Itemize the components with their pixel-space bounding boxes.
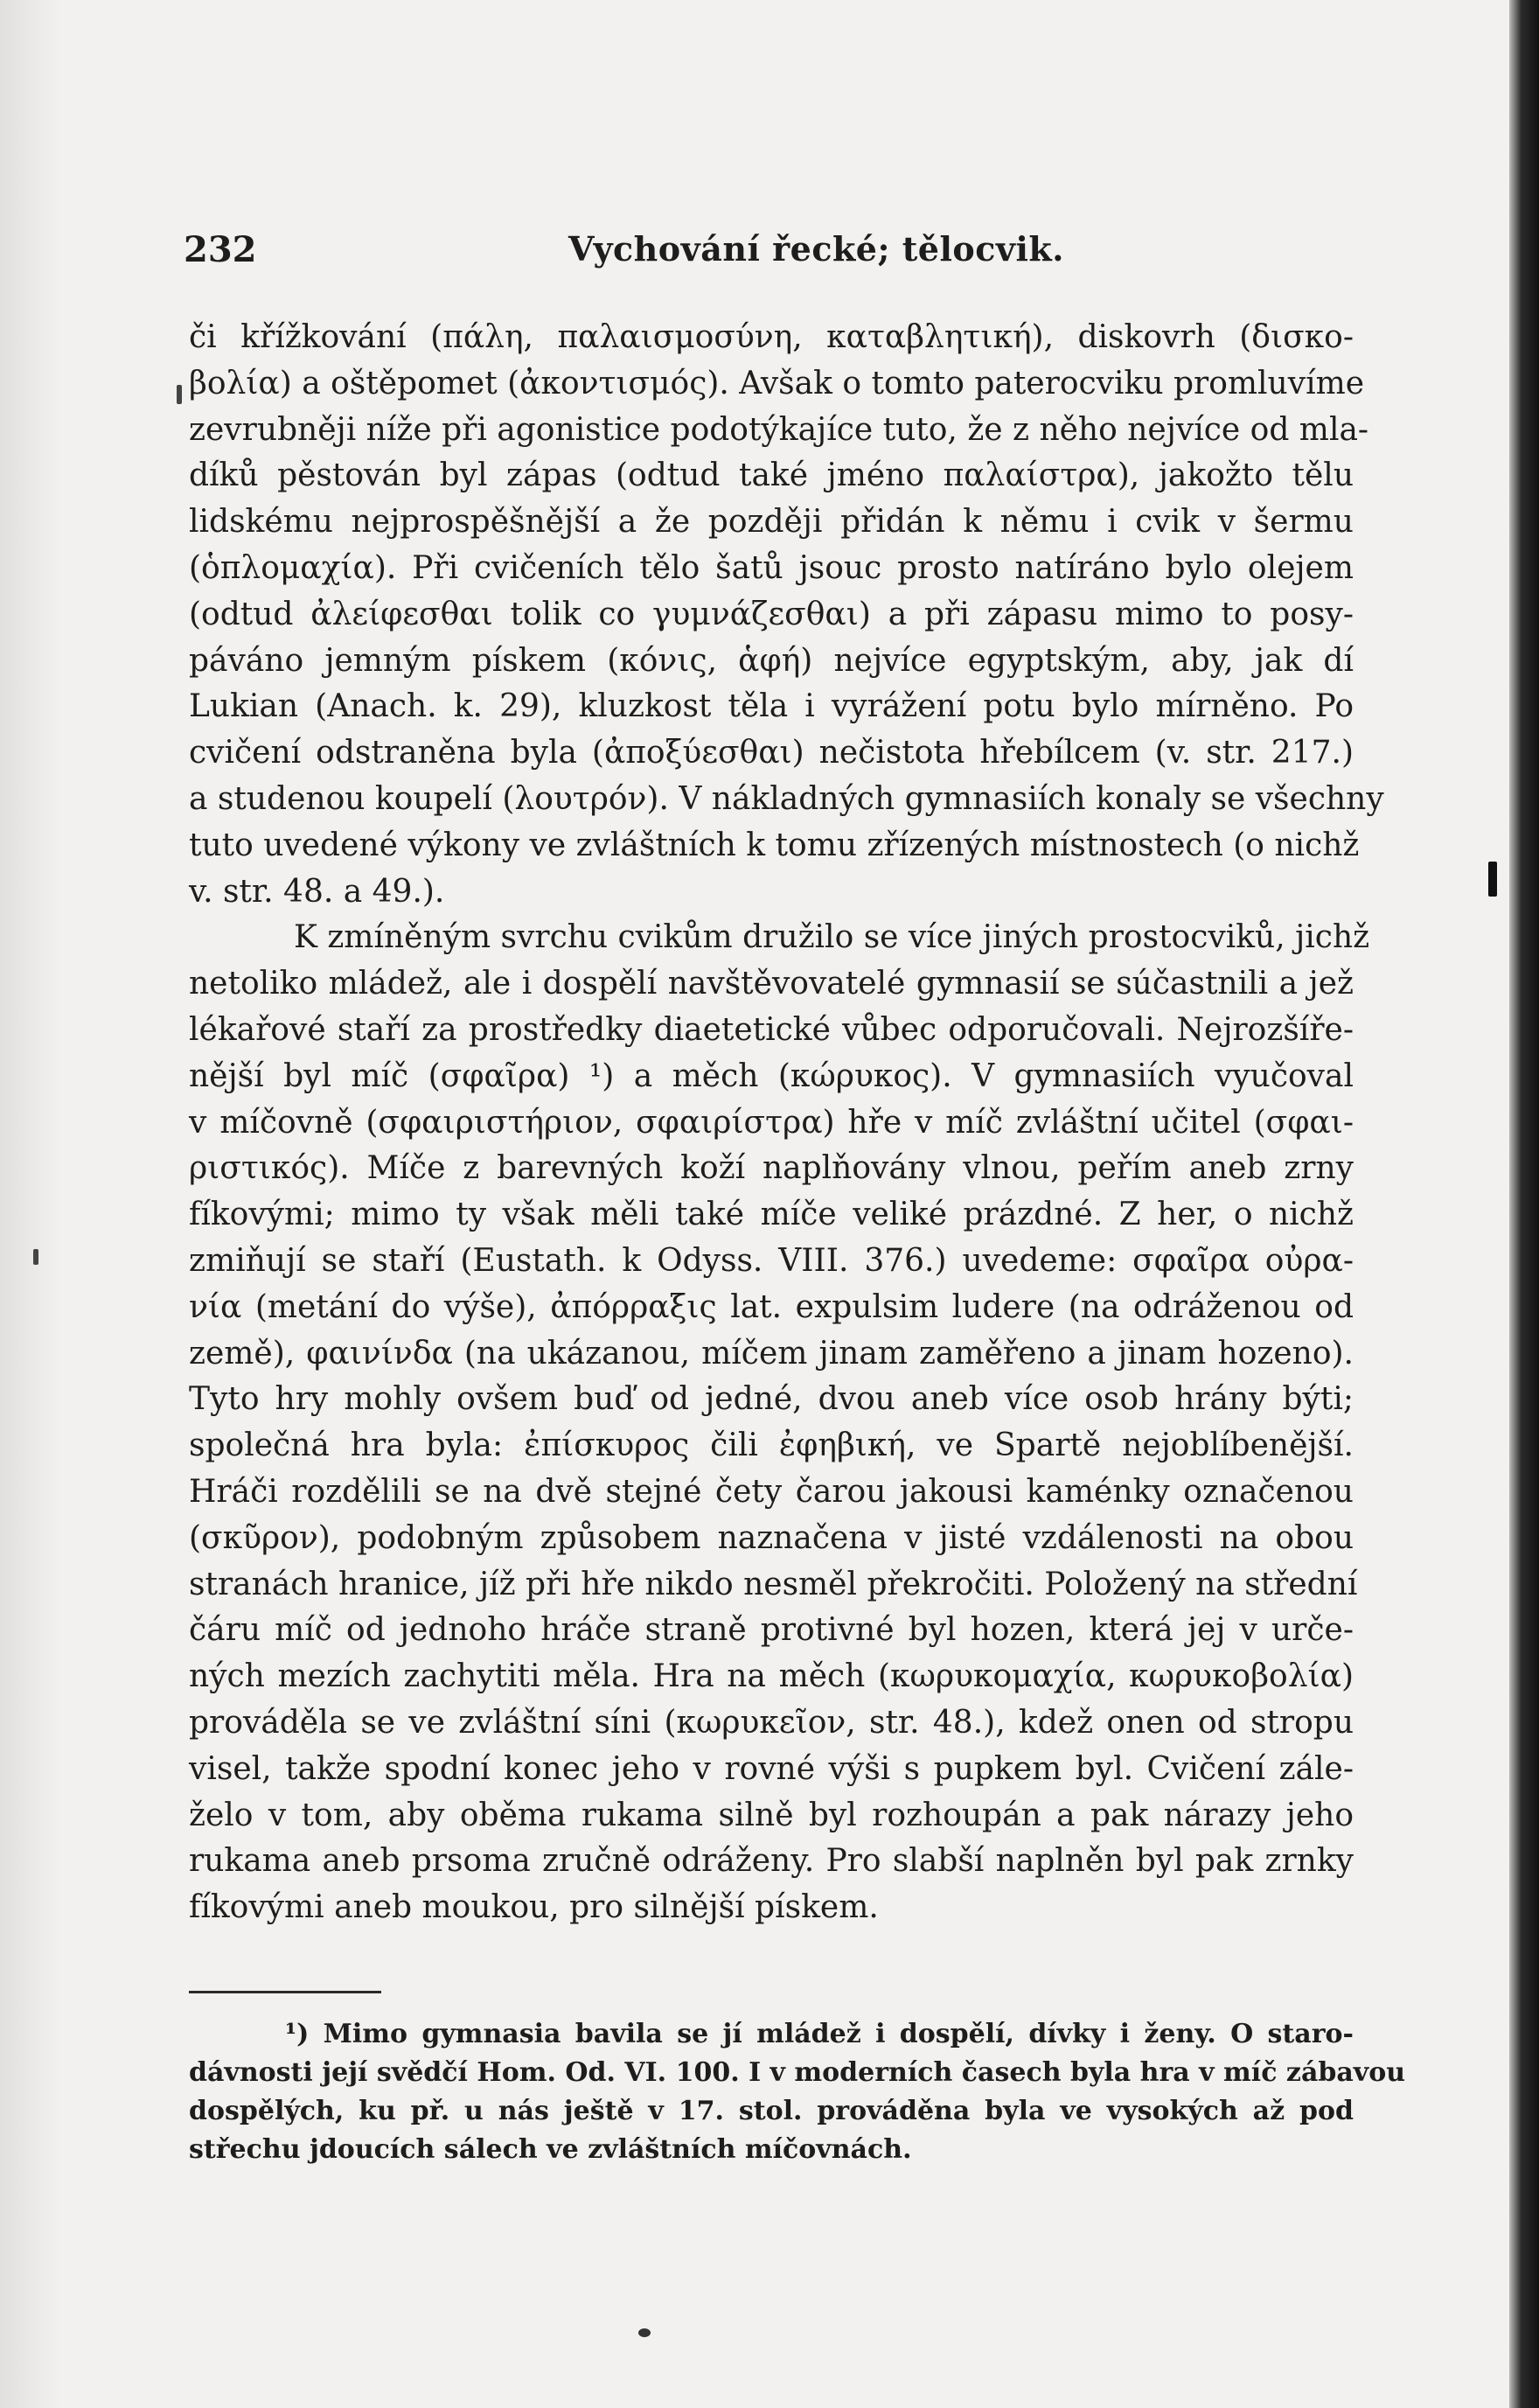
text-line: visel, takže spodní konec jeho v rovné výši s pupkem byl. Cvičení zále- [189,1750,1354,1787]
text-line: (odtud ἀλείφεσθαι tolik co γυμνάζεσθαι) a při zápasu mimo to posy- [189,596,1354,632]
text-line: fíkovými aneb moukou, pro silnější pískem. [189,1889,879,1926]
text-line: v míčovně (σφαιριστήριον, σφαιρίστρα) hře v míč zvláštní učitel (σφαι- [189,1104,1354,1141]
margin-mark [1488,862,1497,897]
text-line: čáru míč od jednoho hráče straně protivné byl hozen, která jej v urče- [189,1612,1354,1649]
page-edge-shadow [1509,0,1539,2408]
text-line: ριστικός). Míče z barevných koží naplňovány vlnou, peřím aneb zrny [189,1150,1354,1187]
text-line: prováděla se ve zvláštní síni (κωρυκεῖον, str. 48.), kdež onen od stropu [189,1704,1354,1741]
text-line: tuto uvedené výkony ve zvláštních k tomu zřízených místnostech (o nichž [189,827,1360,863]
text-line: zmiňují se staří (Eustath. k Odyss. VIII. 376.) uvedeme: σφαῖρα οὐρα- [189,1242,1354,1279]
running-head: Vychování řecké; tělocvik. [568,229,1064,269]
margin-mark [33,1249,38,1265]
text-line: zevrubněji níže při agonistice podotýkajíce tuto, že z něho nejvíce od mla- [189,411,1369,448]
text-line: K zmíněným svrchu cvikům družilo se více jiných prostocviků, jichž [294,919,1370,956]
footnote [189,2015,1406,2169]
text-line: ných mezích zachytiti měla. Hra na měch (κωρυκομαχία, κωρυκοβολία) [189,1658,1354,1695]
text-line: či křížkování (πάλη, παλαισμοσύνη, καταβλητική), diskovrh (δισκο- [189,319,1354,355]
page-number: 232 [184,229,257,270]
text-line: Tyto hry mohly ovšem buď od jedné, dvou aneb více osob hrány býti; [189,1381,1354,1418]
footnote-line: střechu jdoucích sálech ve zvláštních míčovnách. [189,2134,912,2165]
footnote-line: dospělých, ku př. u nás ještě v 17. stol. prováděna byla ve vysokých až pod [189,2096,1354,2126]
text-line: netoliko mládež, ale i dospělí navštěvovatelé gymnasií se súčastnili a jež [189,966,1354,1002]
text-line: páváno jemným pískem (κόνις, ἁφή) nejvíce egyptským, aby, jak dí [189,642,1354,679]
footnote-line: dávnosti její svědčí Hom. Od. VI. 100. I v moderních časech byla hra v míč zábavou [189,2057,1406,2088]
text-line: (ὁπλομαχία). Při cvičeních tělo šatů jsouc prosto natíráno bylo olejem [189,549,1354,586]
paragraph-1 [189,315,1384,915]
bottom-ink-mark [638,2328,651,2337]
text-line: (σκῦρον), podobným způsobem naznačena v jisté vzdálenosti na obou [189,1519,1354,1556]
text-line: společná hra byla: ἐπίσκυρος čili ἐφηβική, ve Spartě nejoblíbenější. [189,1427,1354,1464]
paragraph-2 [189,915,1370,1931]
text-line: lidskému nejprospěšnější a že později přidán k němu i cvik v šermu [189,504,1354,541]
text-line: a studenou koupelí (λουτρόν). V nákladných gymnasiích konaly se všechny [189,780,1384,817]
margin-mark [177,385,182,404]
body-text [189,315,1384,1931]
text-line: želo v tom, aby oběma rukama silně byl rozhoupán a pak nárazy jeho [189,1797,1354,1833]
text-line: stranách hranice, jíž při hře nikdo nesměl překročiti. Položený na střední [189,1566,1358,1602]
text-line: Hráči rozdělili se na dvě stejné čety čarou jakousi kaménky označenou [189,1473,1354,1510]
text-line: rukama aneb prsoma zručně odráženy. Pro slabší naplněn byl pak zrnky [189,1843,1354,1880]
text-line: lékařové staří za prostředky diaetetické vůbec odporučovali. Nejrozšíře- [189,1011,1354,1048]
text-line: země), φαινίνδα (na ukázanou, míčem jinam zaměřeno a jinam hozeno). [189,1335,1354,1372]
page-header [184,229,1355,273]
footnote-line: ¹) Mimo gymnasia bavila se jí mládež i dospělí, dívky i ženy. O staro- [285,2019,1354,2049]
text-line: νία (metání do výše), ἀπόρραξις lat. expulsim ludere (na odráženou od [189,1288,1354,1325]
text-line: díků pěstován byl zápas (odtud také jméno παλαίστρα), jakožto tělu [189,457,1354,494]
text-line: Lukian (Anach. k. 29), kluzkost těla i vyrážení potu bylo mírněno. Po [189,688,1354,725]
text-line: fíkovými; mimo ty však měli také míče veliké prázdné. Z her, o nichž [189,1197,1354,1233]
text-line: cvičení odstraněna byla (ἀποξύεσθαι) nečistota hřebílcem (v. str. 217.) [189,735,1354,771]
text-line: v. str. 48. a 49.). [189,873,445,910]
page-left-shading [0,0,61,2408]
footnote-divider [189,1991,381,1993]
text-line: nější byl míč (σφαῖρα) ¹) a měch (κώρυκος). V gymnasiích vyučoval [189,1057,1354,1094]
text-line: βολία) a oštěpomet (ἀκοντισμός). Avšak o tomto paterocviku promluvíme [189,365,1365,401]
